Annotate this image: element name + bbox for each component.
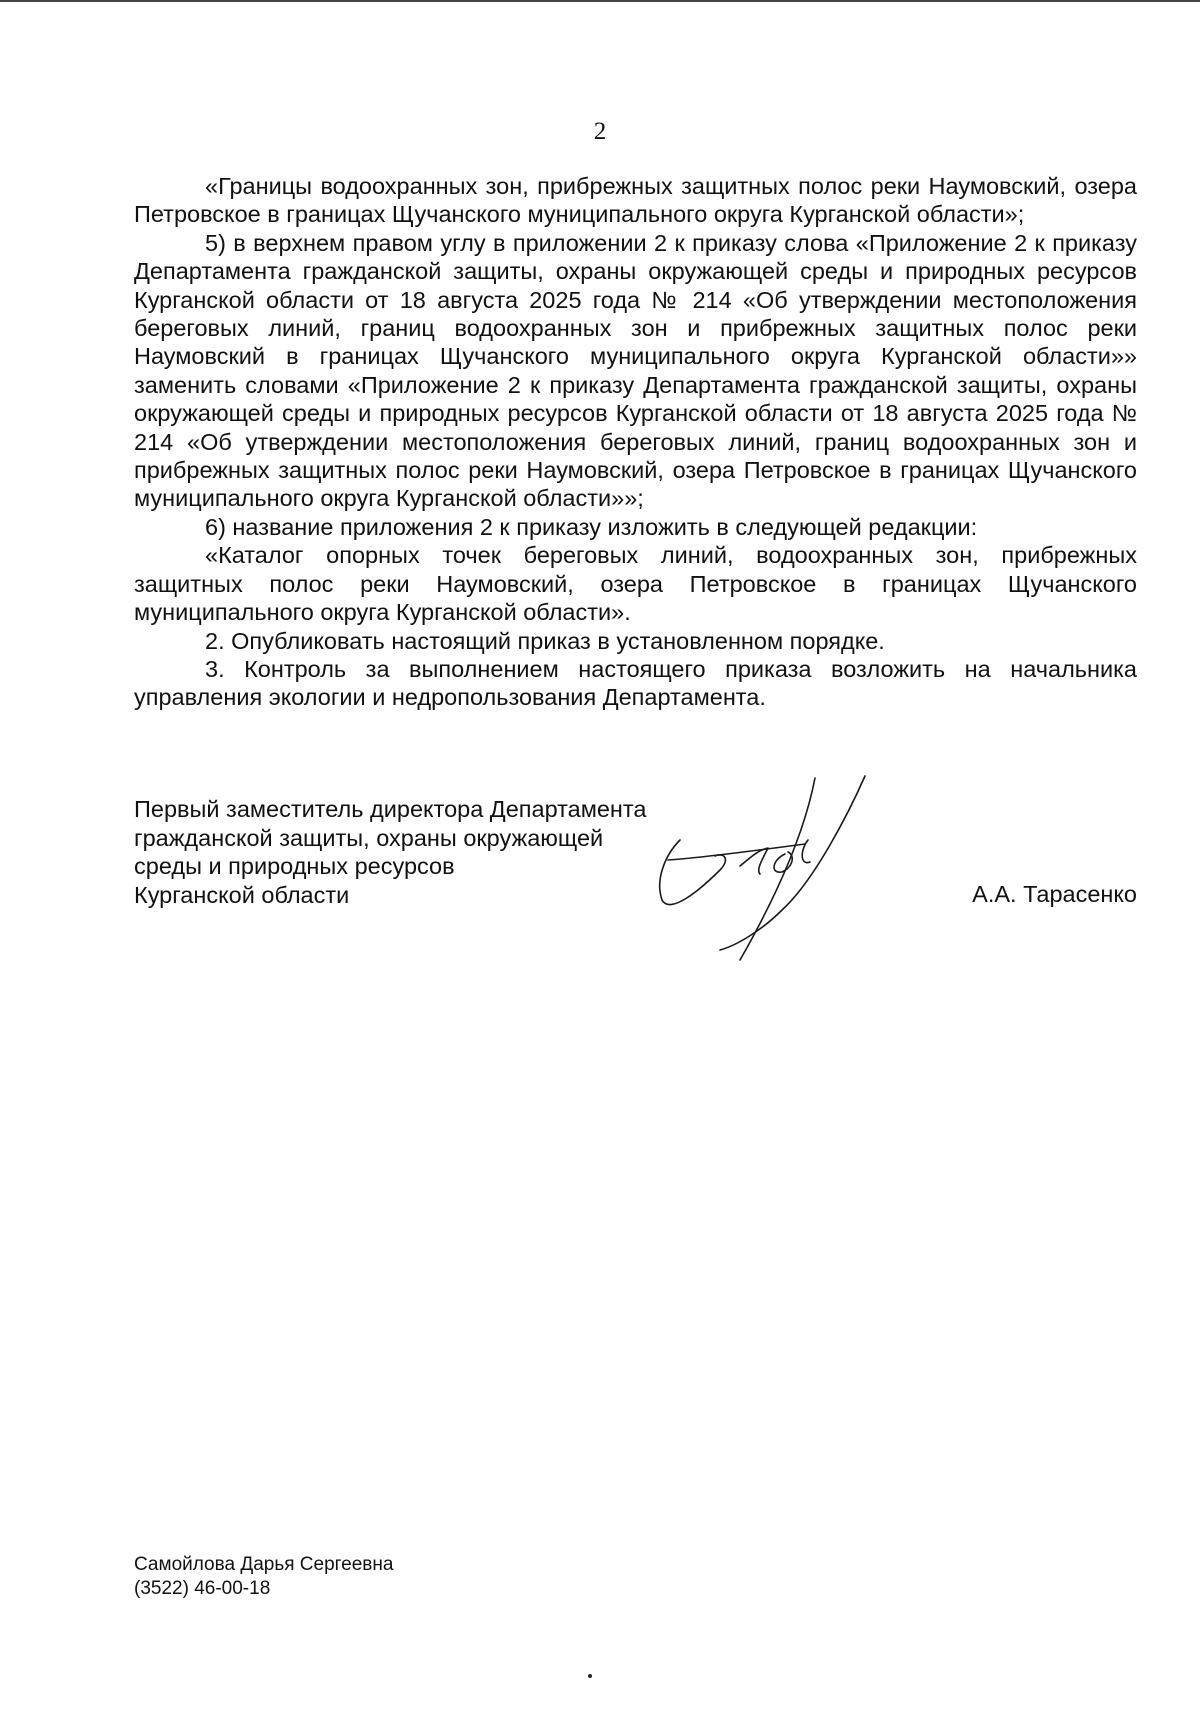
paragraph-catalog-title: «Каталог опорных точек береговых линий, водоохранных зон, прибрежных защитных полос реки Наумовский, озера Петровское в границах Щучанского муниципального округа Курганской области». (134, 542, 1137, 626)
signer-position-line: гражданской защиты, охраны окружающей (134, 824, 604, 851)
paragraph-item-5: 5) в верхнем правом углу в приложении 2 к приказу слова «Приложение 2 к приказу Департамента гражданской защиты, охраны окружающей среды и природных ресурсов Курганской области от 18 августа 2025 года № 214 «Об утверждении местоположения береговых линий, границ водоохранных зон и прибрежных защитных полос реки Наумовский в границах Щучанского муниципального округа Курганской области»» заменить словами «Приложение 2 к приказу Департамента гражданской защиты, охраны окружающей среды и природных ресурсов Курганской области от 18 августа 2025 года № 214 «Об утверждении местоположения береговых линий, границ водоохранных зон и прибрежных защитных полос реки Наумовский, озера Петровское в границах Щучанского муниципального округа Курганской области»»; (134, 229, 1137, 512)
executor-name: Самойлова Дарья Сергеевна (134, 1554, 394, 1575)
signer-position-line: среды и природных ресурсов (134, 853, 455, 879)
top-border-line (0, 0, 1200, 2)
scan-speck (588, 1674, 592, 1678)
page-number: 2 (593, 118, 607, 145)
paragraph-boundaries-title: «Границы водоохранных зон, прибрежных защитных полос реки Наумовский, озера Петровское в границах Щучанского муниципального округа Курганской области»; (134, 173, 1137, 228)
document-body (134, 172, 1137, 712)
executor-phone: (3522) 46-00-18 (134, 1578, 271, 1599)
executor-info (134, 1553, 393, 1601)
paragraph-point-2: 2. Опубликовать настоящий приказ в установленном порядке. (205, 627, 885, 654)
paragraph-item-6: 6) название приложения 2 к приказу изложить в следующей редакции: (205, 513, 978, 540)
paragraph-point-3: 3. Контроль за выполнением настоящего приказа возложить на начальника управления экологии и недропользования Департамента. (134, 655, 1137, 711)
signer-position-line: Курганской области (134, 881, 350, 908)
signer-position-line: Первый заместитель директора Департамента (134, 796, 647, 822)
signer-name: А.А. Тарасенко (972, 881, 1137, 907)
signer-position (134, 795, 646, 909)
handwritten-signature (640, 770, 880, 970)
